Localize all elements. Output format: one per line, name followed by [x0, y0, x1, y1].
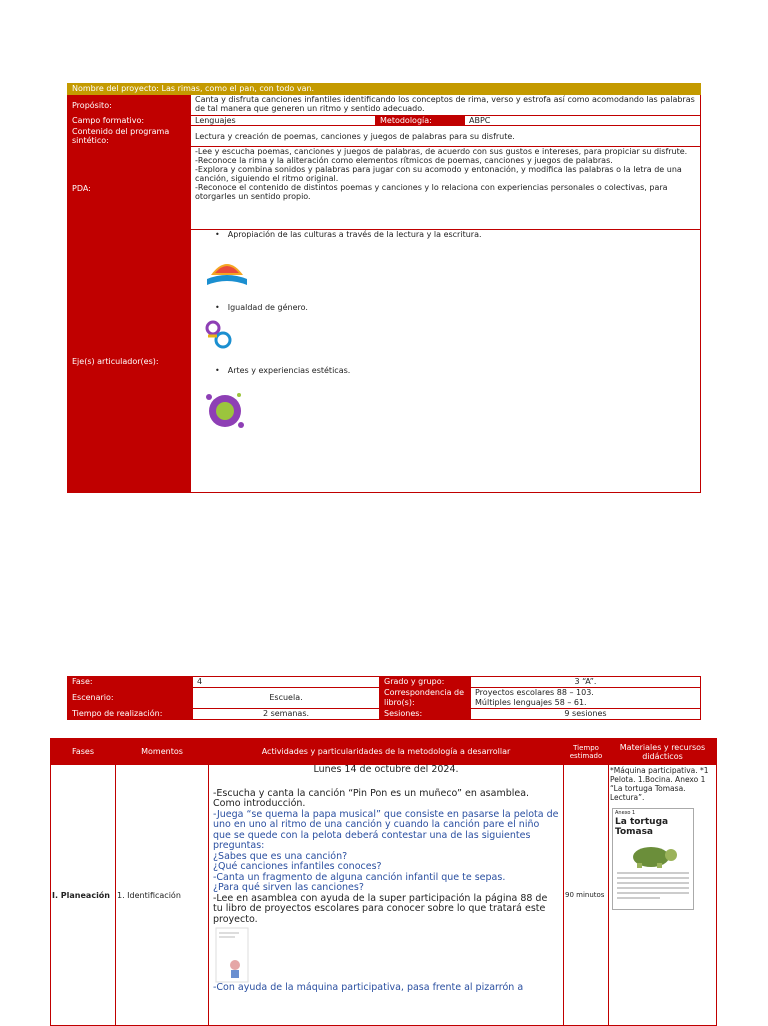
escenario-value: Escuela. [193, 688, 380, 709]
fase-label: Fase: [68, 677, 193, 688]
tiempo-value: 2 semanas. [193, 709, 380, 720]
grado-value: 3 “A”. [471, 677, 701, 688]
annex-thumbnail [612, 808, 694, 910]
turtle-illustration [623, 839, 683, 869]
fase-value: 4 [193, 677, 380, 688]
pda-item: -Reconoce el contenido de distintos poemas y canciones y lo relaciona con experiencias personales o colectivas, para otorgarles un sentido propio. [195, 183, 668, 201]
col-materiales: Materiales y recursos didácticos [609, 739, 717, 765]
grado-label: Grado y grupo: [380, 677, 471, 688]
arts-icon [203, 389, 247, 433]
campo-value: Lenguajes [191, 116, 376, 126]
reading-icon [205, 253, 249, 289]
pda-item: -Lee y escucha poemas, canciones y juegos de palabras, de acuerdo con sus gustos e intereses, para propiciar su disfrute. [195, 147, 688, 156]
pda-item: -Explora y combina sonidos y palabras para jugar con su acomodo y entonación, y modifica las palabras o la letra de una canción, siguiendo el ritmo original. [195, 165, 682, 183]
eje-item: • Apropiación de las culturas a través de la lectura y la escritura. [215, 230, 482, 239]
eje-item: • Artes y experiencias estéticas. [215, 366, 351, 375]
activity-date: Lunes 14 de octubre del 2024. [313, 764, 459, 775]
eje-item: • Igualdad de género. [215, 303, 308, 312]
activity-question: ¿Para qué sirven las canciones? [213, 882, 364, 893]
materiales-cell [609, 765, 717, 1026]
activity-question: ¿Sabes que es una canción? [213, 850, 348, 862]
sesiones-label: Sesiones: [380, 709, 471, 720]
pda-label: PDA: [68, 147, 191, 230]
fase-cell [51, 765, 116, 1026]
project-name: Nombre del proyecto: Las rimas, como el pan, con todo van. [68, 84, 701, 95]
contenido-text: Lectura y creación de poemas, canciones y juegos de palabras para su disfrute. [191, 126, 701, 147]
col-tiempo: Tiempo estimado [564, 739, 609, 765]
corresp-value [471, 688, 701, 709]
corresp-label: Correspondencia de libro(s): [380, 688, 471, 709]
sesiones-value: 9 sesiones [471, 709, 701, 720]
activity: -Lee en asamblea con ayuda de la super participación la página 88 de tu libro de proyectos escolares para conocer sobre lo que tratará este proyecto. [213, 892, 548, 925]
momento-cell: 1. Identificación [116, 765, 209, 1026]
activity: -Con ayuda de la máquina participativa, pasa frente al pizarrón a [213, 982, 524, 993]
proposito-label: Propósito: [68, 95, 191, 116]
proposito-text: Canta y disfruta canciones infantiles identificando los conceptos de rima, verso y estrofa así como acomodando las palabras de tal manera que generen un ritmo y sentido adecuado. [191, 95, 701, 116]
tiempo-cell: 90 minutos [564, 765, 609, 1026]
activities-cell [209, 765, 564, 1026]
metodologia-label: Metodología: [376, 116, 465, 126]
activity: -Escucha y canta la canción “Pin Pon es un muñeco” en asamblea. Como introducción. [213, 787, 530, 809]
corresp-line: Proyectos escolares 88 – 103. [475, 688, 594, 697]
campo-label: Campo formativo: [68, 116, 191, 126]
book-page-thumbnail [215, 927, 249, 983]
pda-item: -Reconoce la rima y la aliteración como elementos rítmicos de poemas, canciones y juegos de palabras. [195, 156, 613, 165]
project-table [67, 83, 701, 493]
plan-table [50, 738, 717, 1026]
pda-list [191, 147, 701, 230]
activity: -Juega “se quema la papa musical” que consiste en pasarse la pelota de uno en uno al ritmo de una canción y cuando la canción pare el niño que se quede con la pelota deberá contestar una de las siguientes preguntas: [213, 808, 559, 851]
col-fases: Fases [51, 739, 116, 765]
col-actividades: Actividades y particularidades de la metodología a desarrollar [209, 739, 564, 765]
materiales-text: *Máquina participativa. *1 Pelota. 1.Bocina. Anexo 1 “La tortuga Tomasa. Lectura”. [610, 766, 709, 802]
activity-question: ¿Qué canciones infantiles conoces? [213, 861, 382, 872]
col-momentos: Momentos [116, 739, 209, 765]
fase-name: I. Planeación [52, 890, 110, 900]
activity: -Canta un fragmento de alguna canción infantil que te sepas. [213, 871, 506, 883]
ejes-cell [191, 230, 701, 493]
metodologia-value: ABPC [465, 116, 701, 126]
info-table [67, 676, 701, 720]
escenario-label: Escenario: [68, 688, 193, 709]
annex-title: La tortuga Tomasa [615, 817, 669, 837]
gender-icon [203, 318, 235, 350]
annex-tag: Anexo 1 [615, 810, 636, 816]
contenido-label: Contenido del programa sintético: [68, 126, 191, 147]
corresp-line: Múltiples lenguajes 58 – 61. [475, 698, 587, 707]
tiempo-label: Tiempo de realización: [68, 709, 193, 720]
ejes-label: Eje(s) articulador(es): [68, 230, 191, 493]
